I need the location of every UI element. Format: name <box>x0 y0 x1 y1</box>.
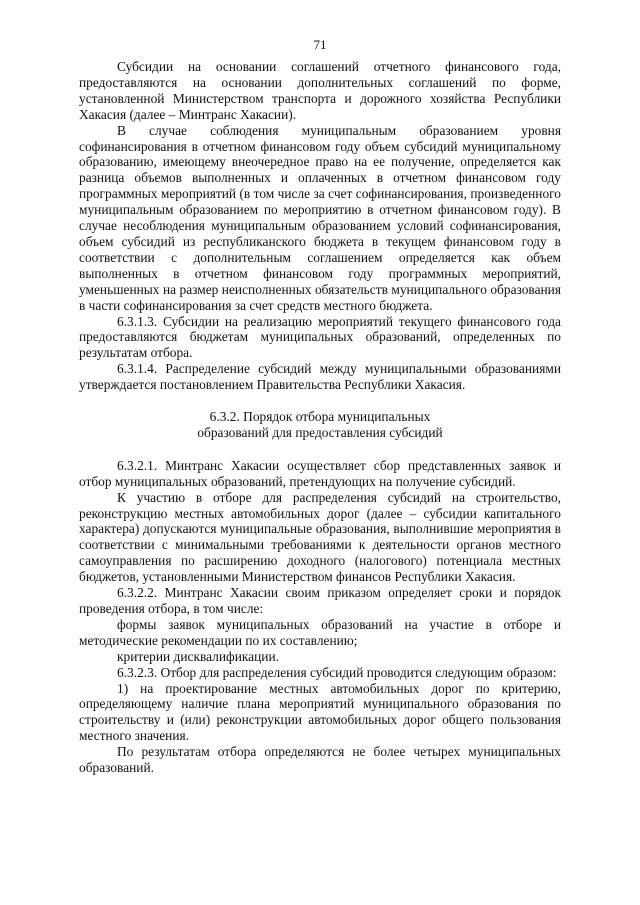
paragraph-6-3-1-3: 6.3.1.3. Субсидии на реализацию мероприятий текущего финансового года предоставляются бюджетам муниципальных образований, определенных по результатам отбора. <box>79 313 561 361</box>
paragraph-capital-subsidies-admission: К участию в отборе для распределения субсидий на строительство, реконструкцию местных автомобильных дорог (далее – субсидии капитального характера) допускаются муниципальные образования, выполнившие мероприятия в соответствии с минимальными требованиями к деятельности органов местного самоуправления по расширению доходного (налогового) потенциала местных бюджетов, установленными Министерством финансов Республики Хакасия. <box>79 489 561 585</box>
document-body <box>79 59 561 776</box>
paragraph-6-3-2-2: 6.3.2.2. Минтранс Хакасии своим приказом определяет сроки и порядок проведения отбора, в том числе: <box>79 585 561 616</box>
paragraph-disqualification-criteria: критерии дисквалификации. <box>117 648 279 664</box>
spacer <box>79 441 561 458</box>
paragraph-design-criterion: 1) на проектирование местных автомобильных дорог по критерию, определяющему наличие плана мероприятий муниципального образования по строительству и (или) реконструкции автомобильных дорог общего пользования местного значения. <box>79 680 561 744</box>
page-number: 71 <box>313 37 327 52</box>
paragraph-cofinancing-compliance: В случае соблюдения муниципальным образованием уровня софинансирования в отчетном финансовом году объем субсидий муниципальному образованию, имеющему внеочередное право на ее получение, определяется как разница объемов выполненных и оплаченных в отчетном финансовом году программных мероприятий (в том числе за счет софинансирования, произведенного муниципальным образованием по мероприятию в отчетном финансовом году). В случае несоблюдения муниципальным образованием условий софинансирования, объем субсидий из республиканского бюджета в текущем финансовом году в соответствии с дополнительным соглашением определяется как объем выполненных в отчетном финансовом году программных мероприятий, уменьшенных на размер неисполненных обязательств муниципального образования в части софинансирования за счет средств местного бюджета. <box>79 122 561 313</box>
spacer <box>79 393 561 409</box>
paragraph-subsidies-agreements: Субсидии на основании соглашений отчетного финансового года, предоставляются на основании дополнительных соглашений по форме, установленной Министерством транспорта и дорожного хозяйства Республики Хакасия (далее – Минтранс Хакасии). <box>79 59 561 122</box>
section-heading-line-1: 6.3.2. Порядок отбора муниципальных <box>209 409 431 425</box>
paragraph-selection-results: По результатам отбора определяются не более четырех муниципальных образований. <box>79 744 561 776</box>
section-heading-line-2: образований для предоставления субсидий <box>197 424 443 440</box>
paragraph-6-3-2-3: 6.3.2.3. Отбор для распределения субсидий проводится следующим образом: <box>117 664 557 680</box>
paragraph-6-3-1-4: 6.3.1.4. Распределение субсидий между муниципальными образованиями утверждается постановлением Правительства Республики Хакасия. <box>79 361 561 393</box>
paragraph-application-forms: формы заявок муниципальных образований на участие в отборе и методические рекомендации по их составлению; <box>79 616 561 648</box>
paragraph-6-3-2-1: 6.3.2.1. Минтранс Хакасии осуществляет сбор представленных заявок и отбор муниципальных образований, претендующих на получение субсидий. <box>79 457 561 489</box>
